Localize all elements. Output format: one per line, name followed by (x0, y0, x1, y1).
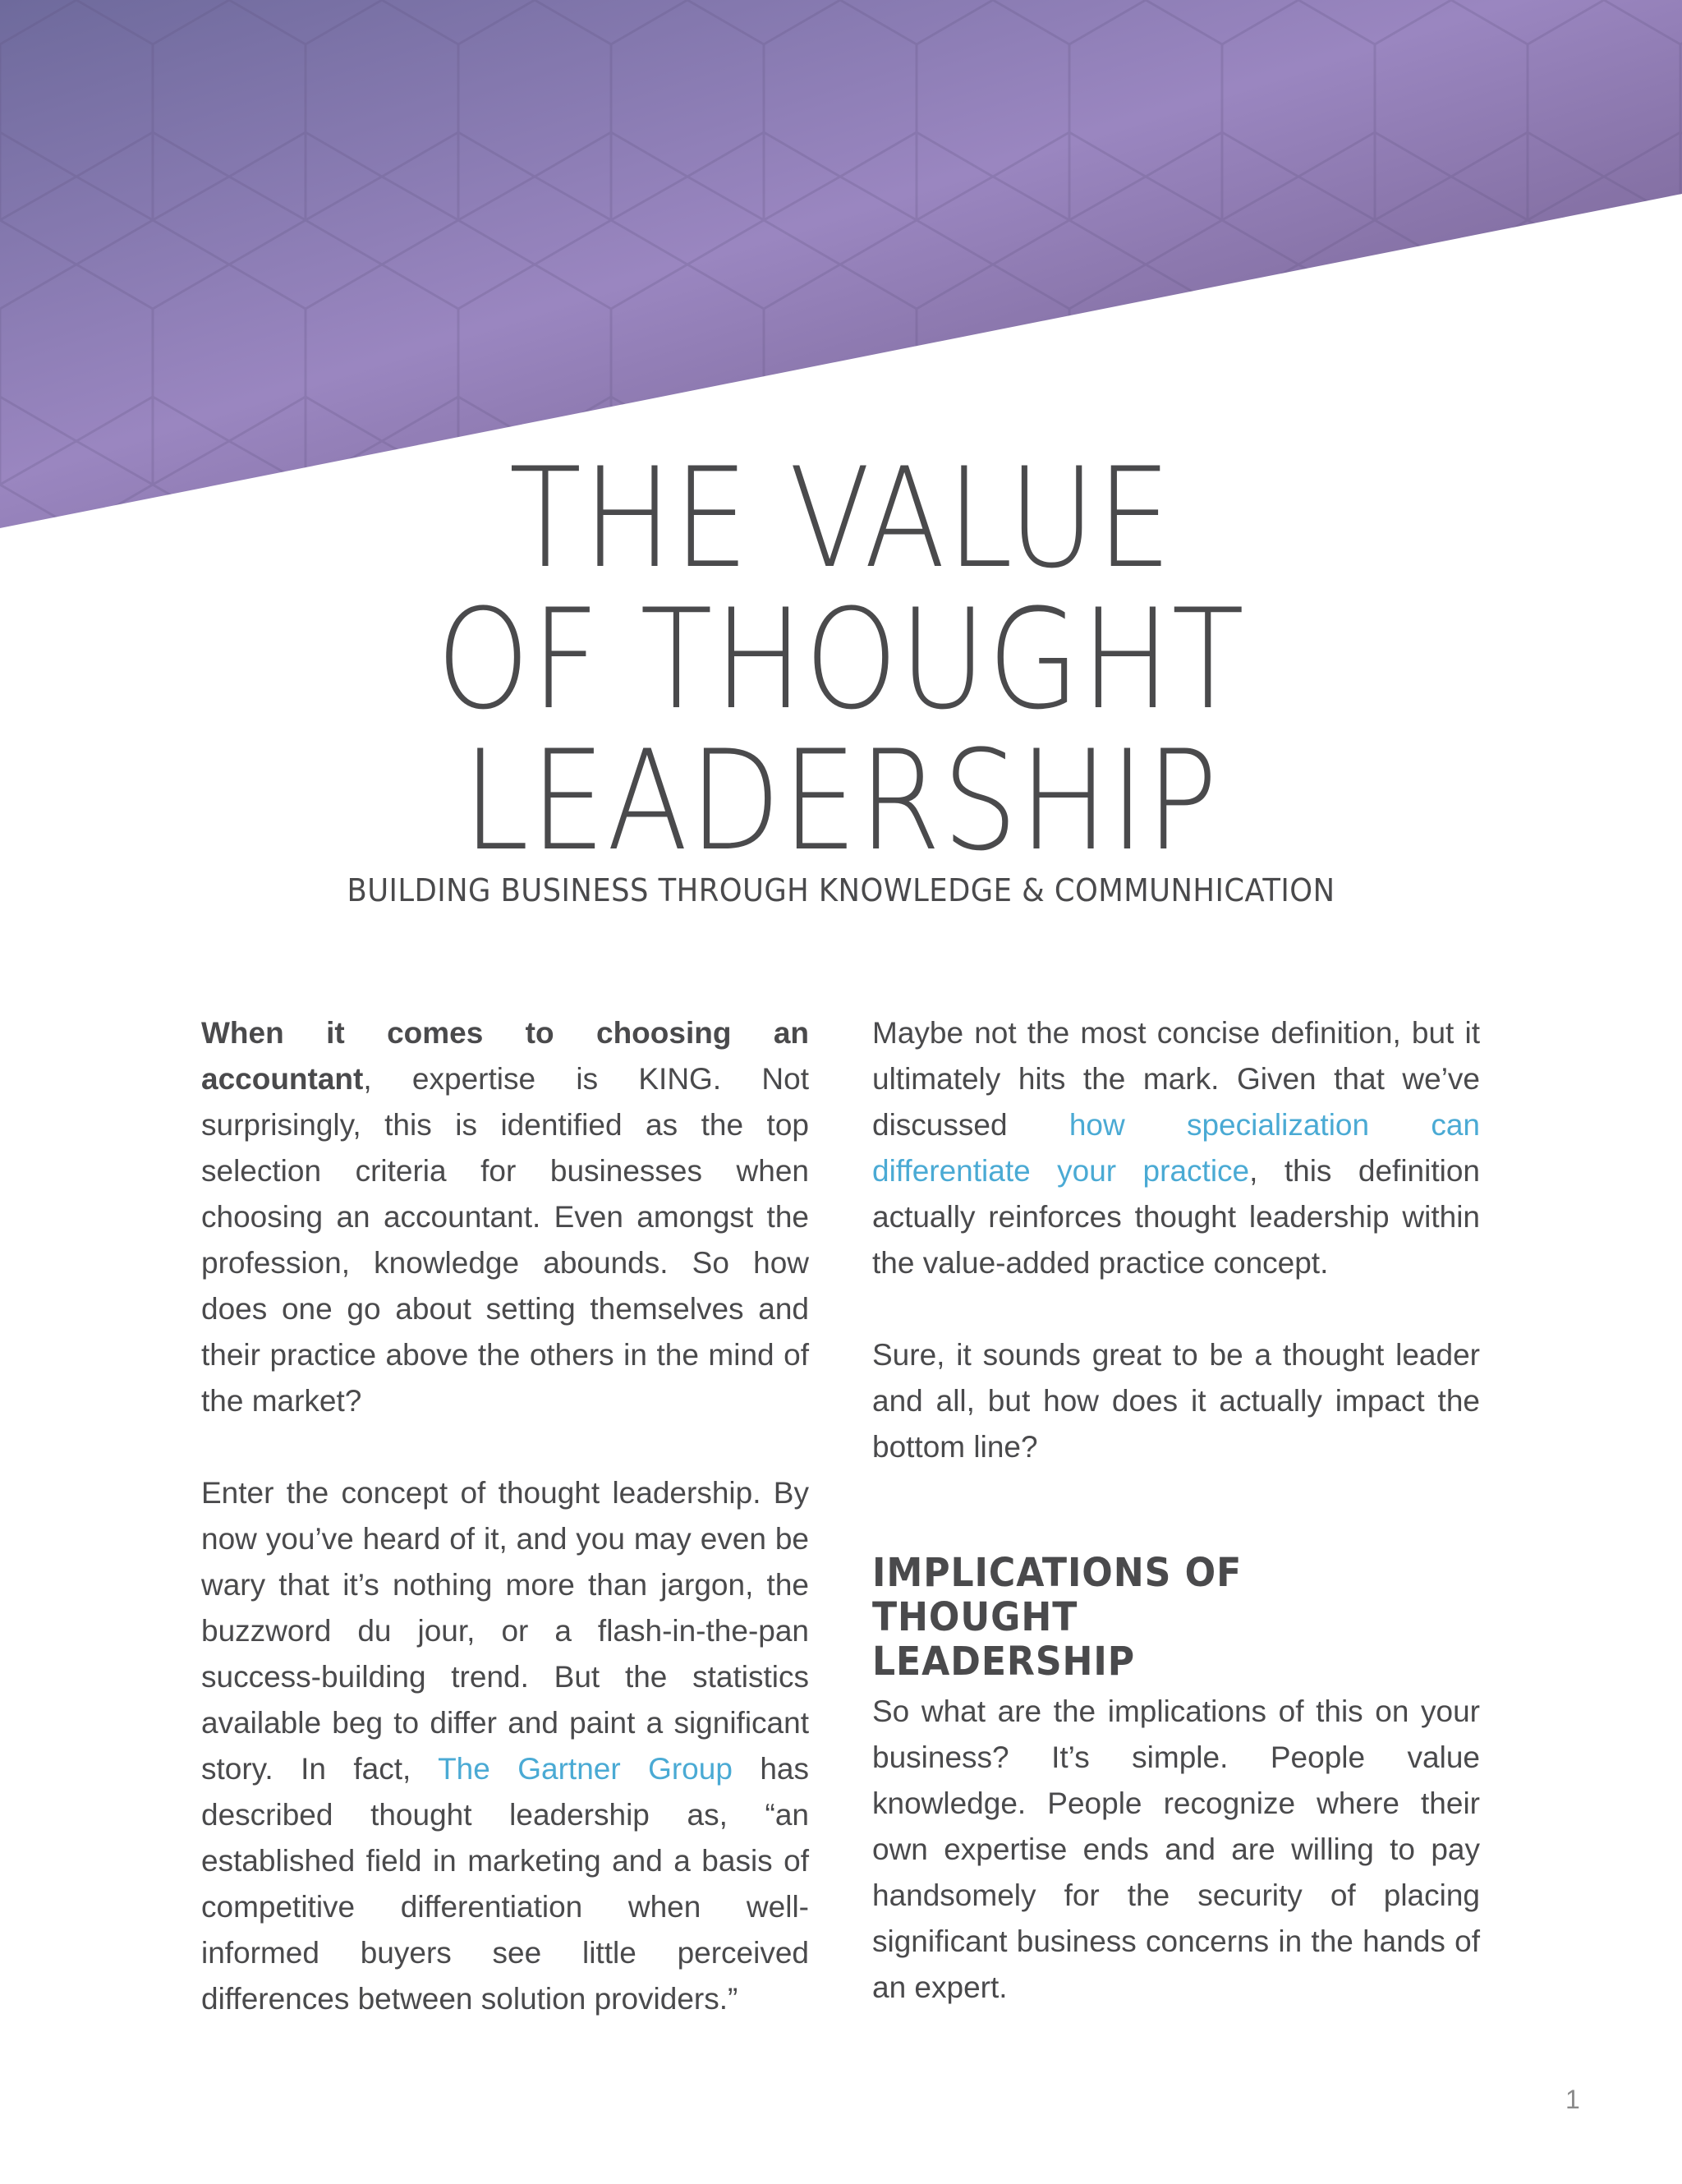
heading-line: LEADERSHIP (872, 1639, 1136, 1685)
page-number: 1 (1565, 2085, 1580, 2114)
page-title (0, 438, 1682, 881)
definition-paragraph (872, 1010, 1480, 1286)
title-line-2: OF THOUGHT (436, 579, 1246, 740)
right-column (872, 1010, 1480, 2057)
bottom-line-paragraph: Sure, it sounds great to be a thought leader and all, but how does it actually impact the bottom line? (872, 1338, 1480, 1464)
intro-paragraph (201, 1010, 809, 1424)
heading-line: IMPLICATIONS OF THOUGHT (872, 1550, 1243, 1640)
thought-leadership-paragraph (201, 1470, 809, 2022)
implications-paragraph: So what are the implications of this on your business? It’s simple. People value knowledge. People recognize where their own expertise ends and are willing to pay handsomely for the security of placing significant business concerns in the hands of an expert. (872, 1694, 1480, 2004)
intro-lead: When it comes to choosing an accountant (201, 1016, 809, 1096)
left-column (201, 1010, 809, 2068)
paragraph-text: Enter the concept of thought leadership. By now you’ve heard of it, and you may even be wary that it’s nothing more than jargon, the buzzword du jour, or a flash-in-the-pan success-building trend. But the statistics available beg to differ and paint a significant story. In fact, (201, 1476, 809, 1786)
paragraph-text: has described thought leadership as, “an established field in marketing and a basis of competitive differentiation when well-informed buyers see little perceived differences between solution providers.” (201, 1752, 809, 2016)
section-heading-implications (872, 1551, 1432, 1684)
intro-text: , expertise is KING. Not surprisingly, this is identified as the top selection criteria for businesses when choosing an accountant. Even amongst the profession, knowledge abounds. So how does one go about setting themselves and their practice above the others in the mind of the market? (201, 1062, 809, 1418)
gartner-group-link[interactable]: The Gartner Group (438, 1752, 733, 1786)
page-subtitle: BUILDING BUSINESS THROUGH KNOWLEDGE & COMMUNHICATION (347, 872, 1335, 908)
paragraph-text: Maybe not the most concise definition, but it ultimately hits the mark. Given that we’ve discussed (872, 1016, 1480, 1142)
specialization-link[interactable]: how specialization can differentiate your practice (872, 1108, 1481, 1188)
paragraph-text: , this definition actually reinforces thought leadership within the value-added practice concept. (872, 1154, 1480, 1280)
title-line-3: LEADERSHIP (462, 720, 1220, 881)
title-line-1: THE VALUE (508, 438, 1174, 599)
